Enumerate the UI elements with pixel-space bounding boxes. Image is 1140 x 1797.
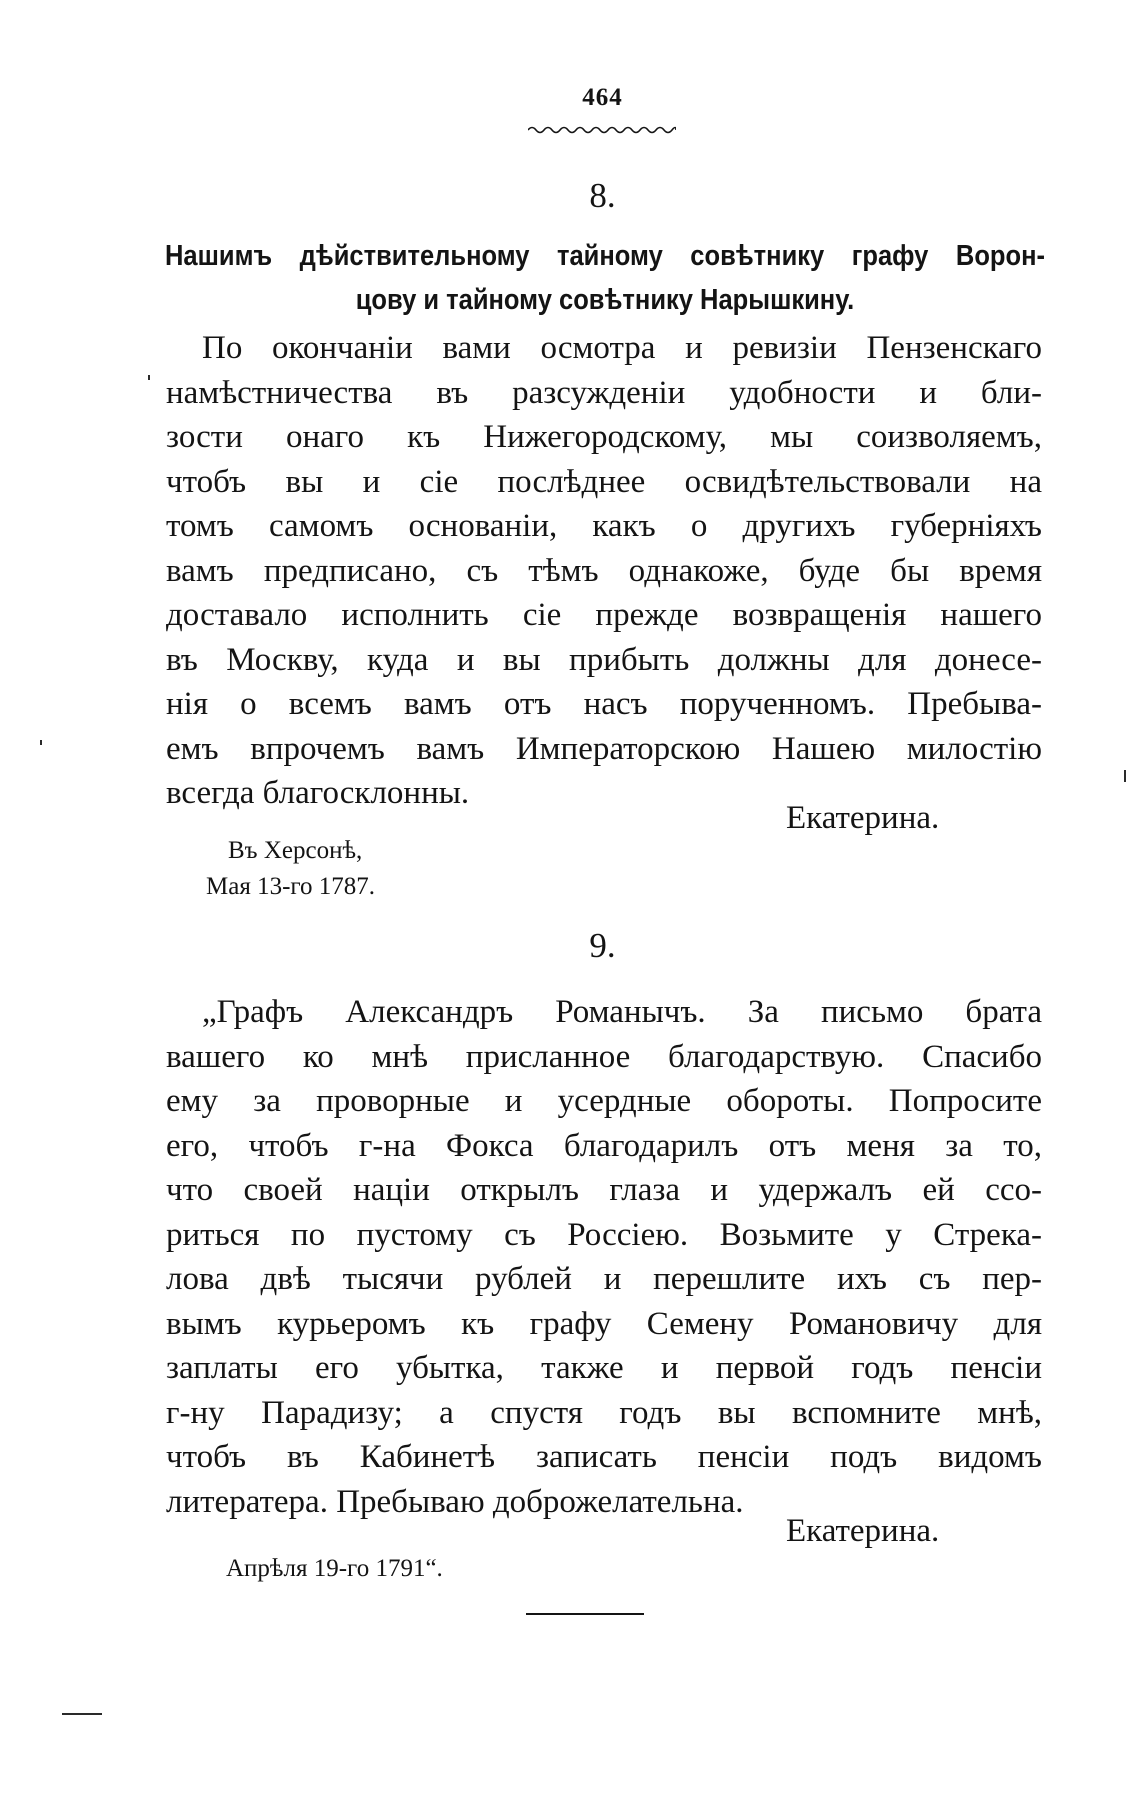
page-number: 464 (582, 84, 623, 111)
text-line: всегда благосклонны. (166, 775, 470, 811)
text-line: въ Москву, куда и вы прибыть должны для донесе- (166, 641, 1042, 678)
scan-mark (62, 1713, 102, 1715)
scan-mark (148, 375, 150, 380)
text-line: заплаты его убытка, также и первой годъ пенсіи (166, 1350, 1042, 1386)
place-line: Въ Херсонѣ, (228, 837, 363, 864)
text-line: что своей націи открылъ глаза и удержалъ ей ссо- (166, 1172, 1042, 1208)
text-line: риться по пустому съ Россіею. Возьмите у Стрека- (166, 1216, 1042, 1253)
text-line: лова двѣ тысячи рублей и перешлите ихъ съ пер- (166, 1261, 1042, 1297)
text-line: чтобъ вы и сіе послѣднее освидѣтельствовали на (166, 463, 1042, 500)
text-line: томъ самомъ основаніи, какъ о другихъ губерніяхъ (166, 508, 1042, 544)
page-number-ornament (528, 124, 676, 136)
date-line: Мая 13-го 1787. (206, 873, 376, 900)
section-8-body (166, 326, 1042, 816)
text-line: чтобъ въ Кабинетѣ записать пенсіи подъ видомъ (166, 1439, 1042, 1475)
section-number-9: 9. (589, 926, 616, 965)
date-line: Апрѣля 19-го 1791“. (226, 1555, 443, 1582)
text-line: литератера. Пребываю доброжелательна. (166, 1483, 744, 1520)
text-line: емъ впрочемъ вамъ Императорскою Нашею милостію (166, 730, 1042, 767)
section-9-date (226, 1551, 443, 1587)
section-9-body (166, 990, 1042, 1524)
text-line: По окончаніи вами осмотра и ревизіи Пензенскаго (202, 330, 1042, 366)
text-line: намѣстничества въ разсужденіи удобности и бли- (166, 374, 1042, 411)
heading-line: Нашимъ дѣйствительному тайному совѣтнику графу Ворон- (165, 240, 1045, 272)
scan-mark (1124, 770, 1126, 782)
text-line: вымъ курьеромъ къ графу Семену Романовичу для (166, 1305, 1042, 1342)
section-8-signature: Екатерина. (786, 800, 940, 836)
scan-mark (40, 740, 42, 745)
text-line: ему за проворные и усердные обороты. Попросите (166, 1083, 1042, 1119)
section-8-heading (165, 234, 1045, 322)
text-line: „Графъ Александръ Романычъ. За письмо брата (202, 994, 1042, 1030)
text-line: г-ну Парадизу; а спустя годъ вы вспомните мнѣ, (166, 1394, 1042, 1431)
closing-rule (526, 1613, 644, 1615)
section-number-8: 8. (589, 176, 616, 215)
text-line: вамъ предписано, съ тѣмъ однакоже, буде бы время (166, 552, 1042, 589)
text-line: доставало исполнить сіе прежде возвращенія нашего (166, 597, 1042, 633)
text-line: зости онаго къ Нижегородскому, мы соизволяемъ, (166, 419, 1042, 455)
section-8-place-date (206, 833, 376, 905)
text-line: вашего ко мнѣ присланное благодарствую. Спасибо (166, 1038, 1042, 1075)
text-line: нія о всемъ вамъ отъ насъ порученномъ. Пребыва- (166, 686, 1042, 722)
heading-line: цову и тайному совѣтнику Нарышкину. (355, 284, 855, 316)
section-9-signature: Екатерина. (786, 1513, 940, 1549)
text-line: его, чтобъ г-на Фокса благодарилъ отъ меня за то, (166, 1127, 1042, 1164)
